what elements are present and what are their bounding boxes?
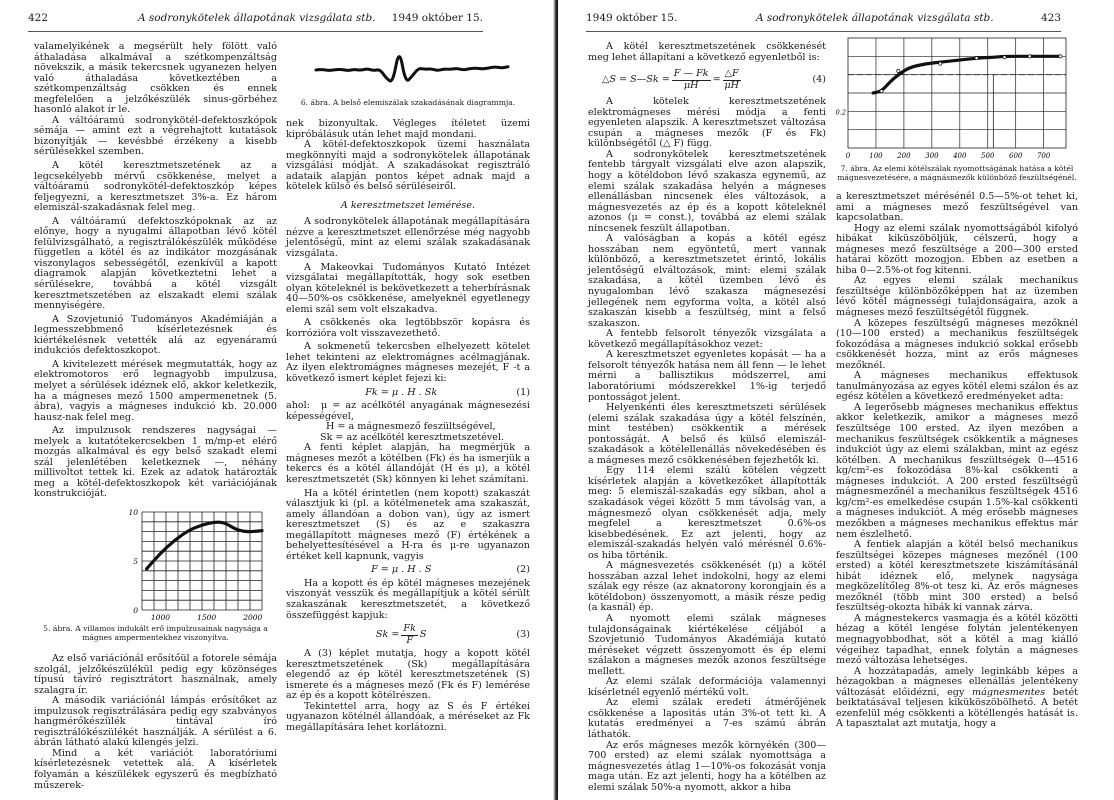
paragraph: Hogy az elemi szálak nyomottságából kifolyó hibákat kiküszöböljük, célszerű, hogy a mágneses mező feszültsége a 200—300 ersted határai között mozogjon. Ebben az esetben a hiba 0—2.5%-ot fog kitenni. [836, 222, 1078, 276]
equation-4-numerator-1: F — Fk [673, 68, 709, 80]
equation-4-equals: = [712, 73, 721, 85]
x-tick-label: 600 [1009, 152, 1023, 160]
paragraph: nek bizonyultak. Végleges ítéletet üzemi kipróbálásuk után lehet majd mondani. [286, 118, 530, 140]
left-page [0, 0, 556, 800]
data-series-line [147, 522, 262, 569]
data-point-marker [939, 62, 942, 65]
where-item: Sk = az acélkötél keresztmetszetével. [320, 431, 505, 443]
right-page [558, 0, 1114, 800]
equation-4-numerator-2: △F [724, 68, 739, 80]
x-tick-label: 400 [953, 152, 967, 160]
y-tick-label: 0 [133, 605, 138, 615]
x-tick-label: 2000 [243, 612, 263, 622]
paragraph: A sodronykötelek keresztmetszetének fentebb tárgyalt vizsgálati elve azon alapszik, hogy a kötéldobon lévő szakasza egynemű, az elemi szálak szakadása helyén a mágneses ellenállásban nincsenek éles változások, a mágnesvezetés az ép és a kopott köteleknél azonos (μ = const.), továbbá az elemi szálak nincsenek feszült állapotban. [588, 148, 826, 234]
equation-3-numerator: Fk [403, 623, 416, 635]
where-item: μ = az acélkötél anyagának mágnesezési képességével, [286, 400, 530, 422]
paragraph: A kötél keresztmetszetének az a legcsekélyebb mérvű csökkenése, melyet a váltóáramú sodronykötél-defektoszkóp képes feljegyezni, a keresztmetszet 3%-a. Ez három elemiszál-szakadásnak felel meg. [34, 160, 277, 214]
paragraph: A keresztmetszet egyenletes kopását — ha a felsorolt tényezők hatása nem áll fenn — le lehet mérni a ballisztikus módszerrel, ami laboratóriumi módszerekkel 1%-ig terjedő pontosságot jelent. [588, 349, 826, 403]
paragraph: Ha a kötél érintetlen (nem kopott) szakaszát választjuk ki (pl. a kötélmenetek ama szakaszát, amely állandóan a dobon van), úgy az ismert keresztmetszet (S) és az e szakaszra megállapított mágneses mező (F) értékének a behelyettesítésével a H-ra és μ-re ugyanazon értéket kell kapnunk, vagyis [286, 487, 530, 562]
running-title: A sodronykötelek állapotának vizsgálata stb. [138, 12, 376, 24]
section-title: A keresztmetszet lemérése. [340, 199, 476, 211]
equation-2-number: (2) [516, 564, 530, 576]
equation-4-number: (4) [812, 73, 826, 85]
equation-3-fraction [401, 624, 417, 646]
figure-6 [286, 38, 530, 98]
equation-2-body: F = μ . H . S [371, 564, 432, 576]
left-page-header [28, 12, 483, 28]
paragraph: Az egyes elemi szálak mechanikus feszültsége különbözőképpen hat az üzemben lévő kötél mágnességi tulajdonságaira, azok a mágneses mező feszültségétől függnek. [836, 275, 1078, 319]
data-point-marker [880, 90, 883, 93]
equation-1 [286, 388, 530, 399]
equation-3-lhs: Sk = [375, 628, 400, 640]
paragraph: Az erős mágneses mezők környékén (300—700 ersted) az elemi szálak nyomottsága a mágnesvezetés átlag 1—10%-os fokozását vonja maga után. Ez azt jelenti, hogy ha a kötélben az elemi szálak 50%-a nyomott, akkor a hiba [588, 739, 826, 793]
figure-7 [836, 34, 1078, 162]
signal-trace [316, 57, 508, 81]
paragraph: A kivitelezett mérések megmutatták, hogy az elektromotoros erő legnagyobb impulzusa, melyet a sérülések idéznek elő, akkor keletkezik, ha a mágneses mező 1500 ampermenetnek (5. ábra), vagyis a mágneses indukció kb. 20.000 hausz-nak felel meg. [34, 358, 277, 423]
paragraph: A fentebb felsorolt tényezők vizsgálata a következő megállapításokhoz vezet: [588, 328, 826, 350]
paragraph: A Szovjetunió Tudományos Akadémiáján a legmesszebbmenő kísérletezésnek és kiértékelésnek vetették alá az egyenáramú indukciós defektoszkopot. [34, 313, 277, 357]
paragraph: Az impulzusok rendszeres nagyságai — melyek a kutatótekercsekben 1 m/mp-et elérő mozgás alkalmával és egy belső szakadt elemi szál jelenlétében keletkeznek —, néhány millivoltot tettek ki. Ezek az adatok határozták meg a kötél-defektoszkopok két variációjának konstrukcióját. [34, 425, 277, 500]
data-point-marker [1028, 55, 1031, 58]
x-tick-label: 100 [869, 152, 883, 160]
header-rule [28, 31, 483, 32]
paragraph: Az elemi szálak deformációja valamennyi kísérletnél egyenlő mértékű volt. [588, 676, 826, 698]
equation-3 [286, 624, 530, 646]
paragraph: A váltóáramú sodronykötél-defektoszkópok sémája — amint ezt a végrehajtott kutatások bizonyítják — kevésbbé érzékeny a kisebb sérülésekkel szemben. [34, 114, 277, 158]
text-run: betét beiktatásával teljesen kiküköszöbölhető. A betét ezenfelül még csökkenti a kötéllengés hatását is. A tapasztalat azt mutatja, hogy a [836, 686, 1078, 730]
paragraph: Tekintettel arra, hogy az S és F értékei ugyanazon kötélnél állandóak, a méréseket az Fk megállapítására lehet korlátozni. [286, 700, 530, 733]
page-number: 423 [1040, 12, 1061, 24]
figure-5-caption: 5. ábra. A villamos indukált erő impulzusainak nagysága a mágnes ampermentekhez viszonyítva. [43, 623, 268, 642]
issue-date: 1949 október 15. [586, 12, 678, 24]
x-tick-label: 700 [1036, 152, 1051, 160]
x-tick-label: 0 [845, 152, 851, 160]
paragraph: Egy 114 elemi szálú kötélen végzett kísérletek alapján a következőket állapították meg: 5 elemiszál-szakadás egy síkban, ahol a szakadások végei között 5 mm távolság van, a mágnesmező olyan csökkenését adja, mely megfelel a keresztmetszet 0.6%-os kisebbedésének. Ez azt jelenti, hogy az elemiszál-szakadás helyén való mérésnél 0.6%-os hiba történik. [588, 465, 826, 561]
x-tick-label: 500 [981, 152, 995, 160]
paragraph: Az elemi szálak eredeti átmérőjének csökkenése a lapositás után 3%-ot tett ki. A kutatás eredményei a 7-es számú ábrán láthatók. [588, 697, 826, 740]
paragraph: Helyenkénti éles keresztmetszeti sérülések (elemi szálak szakadása úgy a kötél felszínén, mint testében) csökkentik a mérések pontosságát. A belső és külső elemiszál-szakadások a kötélellenállás növekedésében és a mágneses mező csökkenésében fejezhetők ki. [588, 402, 826, 466]
paragraph: A második variációnál lámpás erősítőket az impulzusok regisztrálására pedig egy szabványos hangmérőkészülék tintával író regisztrálókészülékét használják. A sérülést a 6. ábrán látható alakú kilengés jelzi. [34, 695, 277, 749]
page-number: 422 [28, 12, 49, 24]
y-tick-label: 0.2 [836, 108, 846, 117]
figure-5 [34, 508, 277, 622]
paragraph: A valóságban a kopás a kötél egész hosszában nem egyöntetű, mert vannak különböző, a keresztmetszetet érintő, lokális jelentőségű elváltozások, mint: elemi szálak szakadása, a kötél üzemben lévő és nyugalomban lévő szakasza mágnesezési jellegének nem egyforma volta, a kötél alsó szakaszán kisebb a feszültség, mint a felső szakaszon. [588, 233, 826, 329]
paragraph: a keresztmetszet mérésénél 0.5—5%-ot tehet ki, ami a mágneses mező feszültségével van kapcsolatban. [836, 191, 1078, 224]
paragraph: A mágneses mechanikus effektusok tanulmányozása az egyes kötél elemi szálon és az egész kötélen a következő eredményeket adta: [836, 370, 1078, 403]
paragraph: A váltóáramú defektoszkópoknak az az előnye, hogy a nyugalmi állapotban lévő kötél felülvizsgálható, a regisztrálókészülék működése független a kötél és az indikátor mozgásának viszonylagos sebességétől, ezenkívül a kapott diagramok alapján következtetni lehet a sérülésekre, továbbá a kötél vizsgált keresztmetszetében az elszakadt elemi szálak mennyiségére. [34, 215, 277, 312]
x-tick-label: 1500 [197, 612, 217, 622]
equation-4-denominator-2: μH [724, 79, 739, 91]
paragraph: A csökkenés oka legtöbbször kopásra és korrózióra volt visszavezethető. [286, 317, 530, 339]
equation-1-body: Fk = μ . H . Sk [365, 386, 438, 398]
equation-4-denominator-1: μH [683, 79, 699, 91]
figure-6-chart [286, 38, 530, 98]
where-item: H = a mágnesmező feszültségével, [326, 421, 496, 433]
emphasized-term: mágnesmentes [972, 686, 1046, 698]
paragraph: A kötél keresztmetszetének csökkenését meg lehet állapítani a következő egyenletből is: [588, 41, 826, 63]
y-tick-label: 5 [133, 556, 138, 566]
equation-3-number: (3) [516, 628, 530, 640]
data-point-marker [1059, 55, 1062, 58]
running-title: A sodronykötelek állapotának vizsgálata stb. [756, 12, 994, 24]
x-tick-label: 200 [897, 152, 911, 160]
equation-1-number: (1) [516, 386, 530, 398]
paragraph: A fentiek alapján a kötél belső mechanikus feszültségei közepes mágneses mezőnél (100 ersted) a kötél keresztmetszete kiszámításánál hibát idéznek elő, melynek nagysága megközelítőleg 8%-ot tesz ki. Az erős mágneses mezőknél (több mint 300 ersted) a belső feszültség-okozta hibák ki vannak zárva. [836, 539, 1078, 614]
equation-3-denominator: F [406, 634, 413, 646]
right-column-2 [836, 34, 1078, 730]
header-rule [586, 31, 1061, 32]
paragraph: A sokmenetű tekercsben elhelyezett kötelet lehet tekinteni az elektromágnes acélmagjának. Az ilyen elektromágnes mágneses mezejét, F -t a következő ismert képlet fejezi ki: [286, 341, 530, 385]
paragraph: Az első variációnál erősítőül a fotorele sémája szolgál, jelzőkészülékül pedig egy közönséges típusú távíró regisztrátort használnak, amely szalagra ír. [34, 652, 277, 696]
paragraph: A nyomott elemi szálak mágneses tulajdonságainak kiértékelése céljából a Szovjetunió Tudományos Akadémiája kutató méréseket végzett összenyomott és ép elemi szálakon a mágneses mezők azonos feszültsége mellett. [588, 612, 826, 677]
left-column-2 [286, 38, 530, 734]
paragraph: valamelyikének a megsérült hely fölött való áthaladása alkalmával a szétkompenzáltság növekszik, a másik tekercsnek ugyanezen helyen való áthaladása következtében a szétkompenzáltság csökken és ennek megfelelően a jelzőkészülék sinus-görbéhez hasonló alakot ír le. [34, 41, 277, 116]
paragraph: Ha a kopott és ép kötél mágneses mezejének viszonyát vesszük és megállapítjuk a kötél sérült szakaszának keresztmetszetét, a következő összefüggést kapjuk: [286, 577, 530, 621]
paragraph: A fenti képlet alapján, ha megmérjük a mágneses mezőt a kötélben (Fk) és ha ismerjük a tekercs és a kötél állandóját (H és μ), a kötél keresztmetszetét (Sk) könnyen ki lehet számítani. [286, 442, 530, 485]
right-column-1 [588, 42, 826, 793]
equation-3-rhs: S [419, 628, 427, 640]
figure-5-chart [34, 508, 277, 622]
where-label: ahol: [286, 400, 310, 412]
x-tick-label: 300 [925, 152, 939, 160]
paragraph: A kötél-defektoszkopok üzemi használata megkönnyíti majd a sodronykötelek állapotának vizsgálási módját. A szakadásokat regisztráló adataik alapján pontos képet adnak majd a kötelek külső és belső sérüléseiről. [286, 139, 530, 193]
paragraph: Mind a két variációt laboratóriumi kísérletezésnek vetettek alá. A kísérletek folyamán a készülékek egyszerű és megbízható műszerek- [34, 747, 277, 791]
data-point-marker [897, 69, 900, 72]
data-point-marker [1003, 56, 1006, 59]
where-list [286, 401, 530, 443]
equation-2 [286, 565, 530, 576]
text-run: A hozzátapadás, amely leginkább képes a hézagokban a mágneses ellenállás jelentékeny változását előidézni, egy [836, 665, 1078, 698]
paragraph: A mágnesvezetés csökkenését (μ) a kötél hosszában azzal lehet indokolni, hogy az elemi szálak egy része (az aknatorony korongjain és a kötéldobon) összenyomott, a másik része pedig (a kasnál) ép. [588, 560, 826, 614]
paragraph: A (3) képlet mutatja, hogy a kopott kötél keresztmetszetének (Sk) megállapítására elegendő az ép kötél keresztmetszetének (S) ismerete és a mágneses mező (Fk és F) lemérése az ép és a kopott kötélrészen. [286, 648, 530, 702]
equation-4-fraction-2 [723, 69, 741, 91]
paragraph: A mágnestekercs vasmagja és a kötél közötti hézag a kötél lengése folytán jelentékenyen megnagyobbodhat, söt a kötél a mag kiálló végeihez tapadhat, ennek folytán a mágneses mező változása lehetséges. [836, 612, 1078, 667]
equation-4-fraction-1 [672, 69, 711, 91]
issue-date: 1949 október 15. [391, 12, 483, 24]
y-tick-label: 10 [128, 507, 138, 517]
paragraph: A közepes feszültségű mágneses mezőknél (10—100 ersted) a mechanikus feszültségek fokozódása a mágneses indukció sokkal erősebb csökkenését hozza, mint az erős mágneses mezőknél. [836, 317, 1078, 371]
right-page-header [586, 12, 1061, 28]
equation-4 [588, 69, 826, 91]
equation-4-lhs: △S = S—Sk = [602, 73, 670, 85]
paragraph: A sodronykötelek állapotának megállapítására nézve a keresztmetszet ellenőrzése még nagyobb jelentőségű, mint az elemi szálak szakadásának vizsgálata. [286, 216, 530, 260]
paragraph [836, 667, 1078, 730]
data-point-marker [975, 57, 978, 60]
paragraph: A kötelek keresztmetszetének elektromágneses mérési módja a fenti egyenleten alapszik. A keresztmetszet változása csupán a mágneses mezők (F és Fk) különbségétől (△ F) függ. [588, 96, 826, 150]
left-column-1 [34, 42, 277, 791]
figure-6-caption: 6. ábra. A belső elemiszálak szakadásának diagrammja. [300, 98, 516, 107]
paragraph: A legerősebb mágneses mechanikus effektus akkor keletkezik, amikor a mágneses mező feszültsége 100 ersted. Az ilyen mezőben a mechanikus feszültségek csökkentik a mágneses indukciót úgy az elemi szálakban, mint az egész kötélben. A mechanikus feszültségek 0—4516 kg/cm²-es fokozódása 8%-kal csökkenti a mágneses indukciót. A 200 ersted feszültségű mágnesmezőnél a mechanikus feszültségek 4516 kg/cm²-es emelkedése csupán 1.5%-kal csökkenti a mágneses indukciót. A még erősebb mágneses mezőkben a mágneses mechanikus effektus már nem észlelhető. [836, 401, 1078, 540]
figure-7-chart [836, 34, 1078, 162]
x-tick-label: 1000 [150, 612, 171, 622]
paragraph: A Makeovkai Tudományos Kutató Intézet vizsgálatai megállapították, hogy sok esetben olyan köteleknél is bekövetkezett a teherbírásnak 40—50%-os csökkenése, amelyeknél egyetlenegy elemi szál sem volt elszakadva. [286, 261, 530, 315]
figure-7-caption: 7. ábra. Az elemi kötélszálak nyomottságának hatása a kötél mágnesvezetésére, a mágnásmezők különböző feszültségénél. [837, 164, 1077, 182]
